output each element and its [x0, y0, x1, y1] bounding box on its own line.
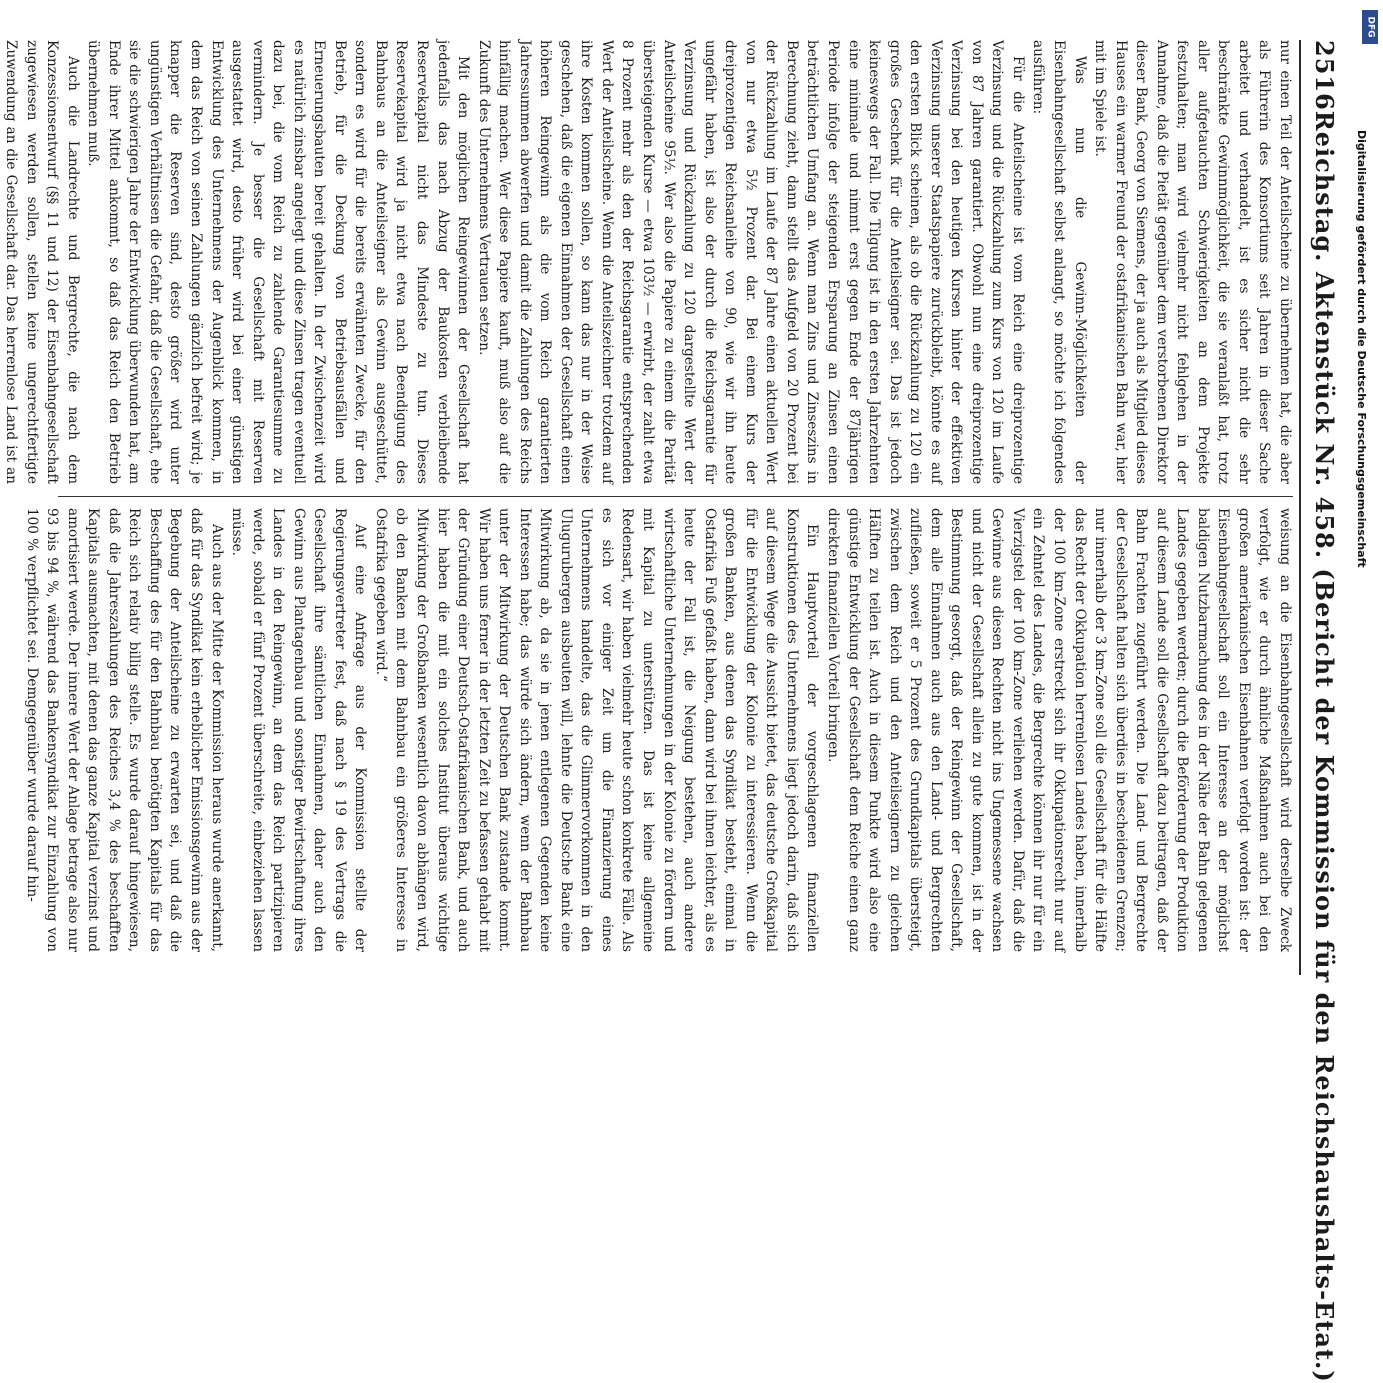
right-column [23, 508, 1295, 952]
digitization-note: Digitalisierung gefördert durch die Deutsche Forschungsgemeinschaft [1355, 130, 1368, 568]
page-number: 2516 [1310, 40, 1340, 111]
dfg-logo: DFG [1362, 10, 1378, 44]
left-column [3, 40, 1295, 485]
paragraph: Was nun die Gewinn-Möglichkeiten der Eisenbahngesellschaft selbst anlangt, so möchte ich folgendes ausführen: [1030, 40, 1088, 484]
paragraph: Auf eine Anfrage aus der Kommission stellte der Regierungsvertreter fest, daß nach § 19 des Vertrags die Gesellschaft ihre sämtlichen Einnahmen, daher auch den Gewinn aus Plantagenbau und sonstiger Bewirtschaftung ihres Landes in den Reingewinn, an dem das Reich partizipieren werde, sobald er fünf Prozent überschreite, einbeziehen lassen müsse. [229, 508, 369, 952]
paragraph: Mit den möglichen Reingewinnen der Gesellschaft hat jedenfalls das nach Abzug der Baukosten verbleibende Reservekapital nicht das Mindeste zu tun. Dieses Reservekapital wird ja nicht etwa nach Beendigung des Bahnbaus an die Anteilseigner als Gewinn ausgeschüttet, sondern es wird für die bereits erwähnten Zwecke, für den Betrieb, für die Deckung von Betriebsausfällen und Erneuerungsbauten bereit gehalten. In der Zwischenzeit wird es natürlich zinsbar angelegt und diese Zinsen tragen eventuell dazu bei, die vom Reich zu zahlende Garantiesumme zu vermindern. Je besser die Gesellschaft mit Reserven ausgestattet wird, desto früher wird bei einer günstigen Entwicklung des Unternehmens der Augenblick kommen, in dem das Reich von seinen Zahlungen gänzlich befreit wird; je knapper die Reserven sind, desto größer wird unter ungünstigen Verhältnissen die Gefahr, daß die Gesellschaft, ehe sie die schwierigen Jahre der Entwicklung überwunden hat, am Ende ihrer Mittel ankommt, so daß das Reich den Betrieb übernehmen muß. [85, 40, 472, 484]
column-divider [58, 496, 1293, 497]
paragraph: Für die Anteilscheine ist vom Reich eine dreiprozentige Verzinsung und die Rückzahlung zum Kurs von 120 im Laufe von 87 Jahren garantiert. Obwohl nun eine dreiprozentige Verzinsung bei den heutigen Kursen hinter der effektiven Verzinsung unserer Staatspapiere zurückbleibt, könnte es auf den ersten Blick scheinen, als ob die Rückzahlung zu 120 ein großes Geschenk für die Anteilseigner sei. Das ist jedoch keineswegs der Fall. Die Tilgung ist in den ersten Jahrzehnten eine minimale und nimmt erst gegen Ende der 87jährigen Periode infolge der steigenden Ersparung an Zinsen einen beträchtlichen Umfang an. Wenn man Zins und Zinseszins in Berechnung zieht, dann stellt das Aufgeld von 20 Prozent bei der Rückzahlung im Laufe der 87 Jahre einen aktuellen Wert von nur etwa 5½ Prozent dar. Bei einem Kurs der dreiprozentigen Reichsanleihe von 90, wie wir ihn heute ungefähr haben, ist also der durch die Reichsgarantie für Verzinsung und Rückzahlung zu 120 dargestellte Wert der Anteilscheine 95½. Wer also die Papiere zu einem die Parität übersteigenden Kurse — etwa 103½ — erwirbt, der zahlt etwa 8 Prozent mehr als den der Reichsgarantie entsprechenden Wert der Anteilscheine. Wenn die Anteilszeichner trotzdem auf ihre Kosten kommen sollen, so kann das nur in der Weise geschehen, daß die eigenen Einnahmen der Gesellschaft einen höheren Reingewinn als die vom Reich garantierten Jahressummen abwerfen und damit die Zahlungen des Reichs hinfällig machen. Wer diese Papiere kauft, muß also auf die Zukunft des Unternehmens Vertrauen setzen. [475, 40, 1026, 484]
rotated-page [3, 40, 1345, 1383]
page-title: Reichstag. Aktenstück Nr. 458. (Bericht der Kommission für den Reichshaushalts-Etat.) [1310, 110, 1340, 1383]
paragraph: nur einen Teil der Anteilscheine zu übernehmen hat, die aber als Führerin des Konsortiums seit Jahren in dieser Sache arbeitet und verhandelt, ist es sicher nicht die sehr beschränkte Gewinnmöglichkeit, die sie veranlaßt hat, trotz aller aufgetauchten Schwierigkeiten an dem Projekte festzuhalten; man wird vielmehr nicht fehlgehen in der Annahme, daß die Pietät gegenüber dem verstorbenen Direktor dieser Bank, Georg von Siemens, der ja auch als Mitglied dieses Hauses ein warmer Freund der ostafrikanischen Bahn war, hier mit im Spiele ist. [1092, 40, 1293, 485]
paragraph: Auch aus der Mitte der Kommission heraus wurde anerkannt, daß für das Syndikat kein erheblicher Emissionsgewinn aus der Begebung der Anteilscheine zu erwarten sei, und daß die Beschaffung des für den Bahnbau benötigten Kapitals für das Reich sich relativ billig stelle. Es wurde darauf hingewiesen, daß die Jahreszahlungen des Reiches 3,4 % des beschafften Kapitals ausmachten, mit denen das ganze Kapital verzinst und amortisiert werde. Der innere Wert der Anlage betrage also nur 93 bis 94 %, während das Bankensyndikat zur Einzahlung von 100 % verpflichtet sei. Demgegenüber wurde darauf hin- [23, 508, 225, 952]
paragraph: Auch die Landrechte und Bergrechte, die nach dem Konzessionsentwurf (§§ 11 und 12) der Eisenbahngesellschaft zugewiesen werden sollen, stellen keine ungerechtfertigte Zuwendung an die Gesellschaft dar. Das herrenlose Land ist an [3, 40, 81, 484]
page-header [1305, 40, 1345, 1383]
paragraph: weisung an die Eisenbahngesellschaft wird derselbe Zweck verfolgt, wie er durch ähnliche Maßnahmen auch bei den großen amerikanischen Eisenbahnen verfolgt worden ist: der Eisenbahngesellschaft soll ein Interesse an der möglichst baldigen Nutzbarmachung des in der Nähe der Bahn gelegenen Landes gegeben werden; durch die Beförderung der Produktion auf diesem Lande soll die Gesellschaft dazu beitragen, daß der Bahn Frachten zugeführt werden. Die Land- und Bergrechte der Gesellschaft halten sich überdies in bescheidenen Grenzen; nur innerhalb der 3 km-Zone soll die Gesellschaft für die Hälfte das Recht der Okkupation herrenlosen Landes haben, innerhalb der 100 km-Zone erstreckt sich ihr Okkupationsrecht nur auf ein Zehntel des Landes, die Bergrechte können ihr nur für ein Vierzigstel der 100 km-Zone verliehen werden. Dafür, daß die Gewinne aus diesen Rechten nicht ins Ungemessene wachsen und nicht der Gesellschaft allein zu gute kommen, ist in der Bestimmung gesorgt, daß der Reingewinn der Gesellschaft, dem alle Einnahmen auch aus den Land- und Bergrechten zufließen, soweit er 5 Prozent des Grundkapitals übersteigt, zwischen dem Reich und den Anteilseignern zu gleichen Hälften zu teilen ist. Auch in diesem Punkte wird also eine günstige Entwicklung der Gesellschaft dem Reiche einen ganz direkten finanziellen Vorteil bringen. [824, 508, 1293, 952]
header-rule [1299, 40, 1301, 975]
paragraph: Ein Hauptvorteil der vorgeschlagenen finanziellen Konstruktionen des Unternehmens liegt jedoch darin, daß sich auf diesem Wege die Aussicht bietet, das deutsche Großkapital für die Entwicklung der Kolonie zu interessieren. Wenn die großen Banken, aus denen das Syndikat besteht, einmal in Ostafrika Fuß gefaßt haben, dann wird bei ihnen leichter, als es heute der Fall ist, die Neigung bestehen, auch andere wirtschaftliche Unternehmungen in der Kolonie zu fördern und mit Kapital zu unterstützen. Das ist keine allgemeine Redensart, wir haben vielmehr heute schon konkrete Fälle. Als es sich vor einiger Zeit um die Finanzierung eines Unternehmens handelte, das die Glimmervorkommen in den Ulugurubergen ausbeuten will, lehnte die Deutsche Bank eine Mitwirkung ab, da sie in jenen entlegenen Gegenden keine Interessen habe; das würde sich ändern, wenn der Bahnbau unter der Mitwirkung der Deutschen Bank zustande kommt. Wir haben uns ferner in der letzten Zeit zu befassen gehabt mit der Gründung einer Deutsch-Ostafrikanischen Bank, und auch hier haben die mit ein solches Institut überaus wichtige Mitwirkung der Großbanken wesentlich davon abhängen wird, ob den Banken mit dem Bahnbau ein größeres Interesse in Ostafrika gegeben wird.“ [372, 508, 821, 952]
digitization-note-wrapper [1355, 130, 1369, 568]
